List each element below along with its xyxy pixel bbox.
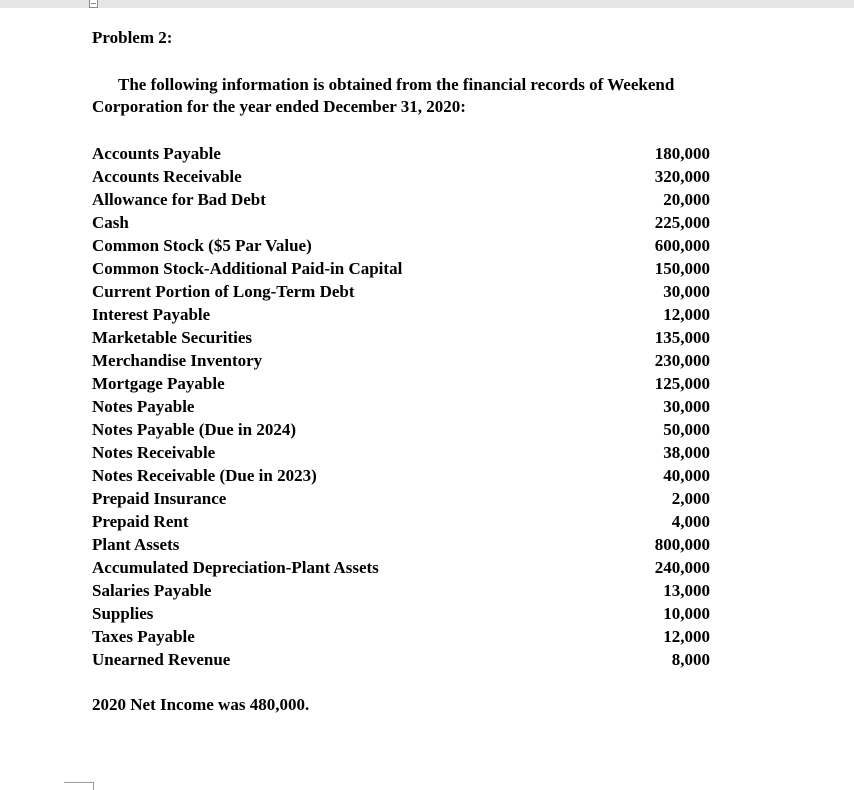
account-row — [92, 188, 712, 211]
account-amount: 30,000 — [663, 397, 710, 416]
account-row — [92, 372, 712, 395]
account-amount: 13,000 — [663, 581, 710, 600]
page-corner-marker — [89, 0, 98, 8]
account-name: Mortgage Payable — [92, 374, 225, 393]
account-amount: 800,000 — [654, 535, 710, 554]
account-amount: 20,000 — [663, 190, 710, 209]
intro-paragraph — [92, 74, 782, 118]
account-row — [92, 556, 712, 579]
accounts-list — [92, 142, 712, 671]
net-income-note: 2020 Net Income was 480,000. — [92, 695, 310, 714]
account-amount: 240,000 — [654, 558, 710, 577]
account-name: Prepaid Insurance — [92, 489, 227, 508]
account-name: Notes Payable — [92, 397, 195, 416]
account-amount: 225,000 — [654, 213, 710, 232]
account-amount: 30,000 — [663, 282, 710, 301]
account-name: Plant Assets — [92, 535, 180, 554]
account-name: Notes Receivable (Due in 2023) — [92, 466, 317, 485]
account-row — [92, 418, 712, 441]
account-row — [92, 349, 712, 372]
account-amount: 180,000 — [654, 144, 710, 163]
account-name: Accounts Payable — [92, 144, 221, 163]
account-name: Unearned Revenue — [92, 650, 231, 669]
account-name: Common Stock-Additional Paid-in Capital — [92, 259, 403, 278]
account-amount: 125,000 — [654, 374, 710, 393]
account-name: Taxes Payable — [92, 627, 195, 646]
problem-title: Problem 2: — [92, 28, 173, 47]
intro-line-2: Corporation for the year ended December 31, 2020: — [92, 97, 466, 116]
account-row — [92, 395, 712, 418]
account-row — [92, 648, 712, 671]
account-name: Current Portion of Long-Term Debt — [92, 282, 355, 301]
editor-top-bar — [0, 0, 854, 8]
account-row — [92, 510, 712, 533]
account-row — [92, 303, 712, 326]
account-amount: 38,000 — [663, 443, 710, 462]
account-amount: 600,000 — [654, 236, 710, 255]
account-name: Notes Receivable — [92, 443, 216, 462]
account-row — [92, 625, 712, 648]
account-row — [92, 211, 712, 234]
account-row — [92, 234, 712, 257]
account-name: Prepaid Rent — [92, 512, 189, 531]
account-amount: 4,000 — [671, 512, 710, 531]
account-amount: 230,000 — [654, 351, 710, 370]
account-amount: 8,000 — [671, 650, 710, 669]
account-row — [92, 280, 712, 303]
account-name: Interest Payable — [92, 305, 211, 324]
account-amount: 2,000 — [671, 489, 710, 508]
account-row — [92, 464, 712, 487]
account-amount: 12,000 — [663, 627, 710, 646]
account-name: Salaries Payable — [92, 581, 212, 600]
account-amount: 135,000 — [654, 328, 710, 347]
account-name: Supplies — [92, 604, 154, 623]
account-amount: 40,000 — [663, 466, 710, 485]
account-name: Accumulated Depreciation-Plant Assets — [92, 558, 379, 577]
intro-line-1: The following information is obtained from the financial records of Weekend — [118, 75, 675, 94]
account-name: Merchandise Inventory — [92, 351, 263, 370]
account-row — [92, 142, 712, 165]
account-amount: 10,000 — [663, 604, 710, 623]
account-name: Allowance for Bad Debt — [92, 190, 266, 209]
account-row — [92, 257, 712, 280]
account-name: Notes Payable (Due in 2024) — [92, 420, 296, 439]
account-row — [92, 326, 712, 349]
account-amount: 50,000 — [663, 420, 710, 439]
account-amount: 320,000 — [654, 167, 710, 186]
account-row — [92, 441, 712, 464]
account-row — [92, 487, 712, 510]
account-name: Marketable Securities — [92, 328, 253, 347]
account-amount: 150,000 — [654, 259, 710, 278]
account-row — [92, 579, 712, 602]
account-amount: 12,000 — [663, 305, 710, 324]
account-row — [92, 533, 712, 556]
account-name: Accounts Receivable — [92, 167, 242, 186]
account-row — [92, 602, 712, 625]
page-bottom-marker — [64, 782, 94, 790]
account-name: Common Stock ($5 Par Value) — [92, 236, 312, 255]
account-name: Cash — [92, 213, 129, 232]
account-row — [92, 165, 712, 188]
